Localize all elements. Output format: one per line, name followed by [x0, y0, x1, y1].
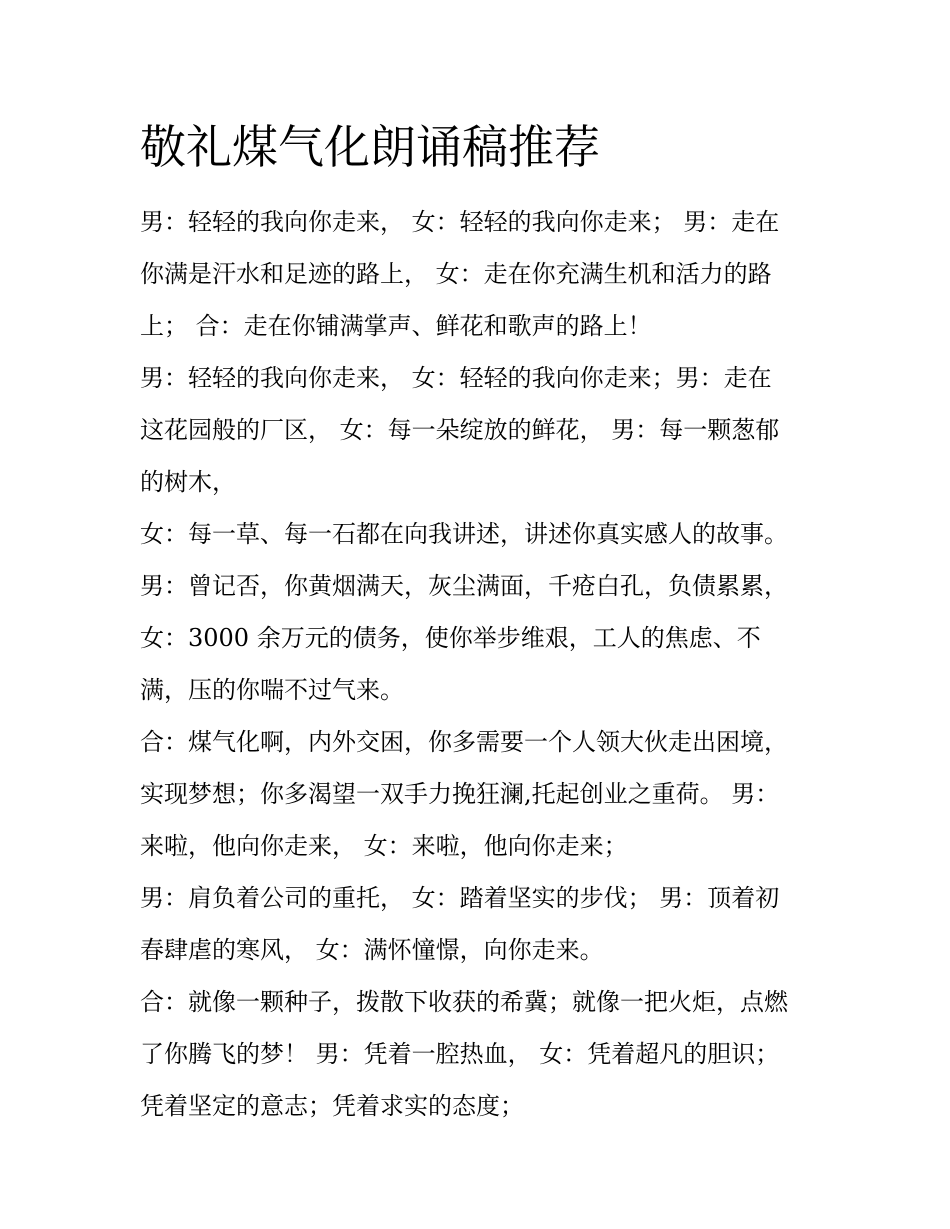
- text-line: 男：轻轻的我向你走来， 女：轻轻的我向你走来； 男：走在: [140, 208, 780, 236]
- paragraph: [140, 872, 830, 976]
- text-line: 这花园般的厂区， 女：每一朵绽放的鲜花， 男：每一颗葱郁: [140, 416, 780, 444]
- text-line: 的树木，: [140, 468, 236, 496]
- document-title: 敬礼煤气化朗诵稿推荐: [140, 120, 600, 174]
- text-line: 合：就像一颗种子，拨散下收获的希冀；就像一把火炬，点燃: [140, 988, 788, 1016]
- text-line: 凭着坚定的意志；凭着求实的态度；: [140, 1092, 524, 1120]
- text-line: 春肆虐的寒风， 女：满怀憧憬，向你走来。: [140, 936, 604, 964]
- text-line: 合：煤气化啊，内外交困，你多需要一个人领大伙走出困境，: [140, 728, 788, 756]
- paragraph: [140, 508, 830, 560]
- paragraph: [140, 352, 830, 508]
- text-line: 来啦，他向你走来， 女：来啦，他向你走来；: [140, 832, 628, 860]
- text-line: 了你腾飞的梦！ 男：凭着一腔热血， 女：凭着超凡的胆识；: [140, 1040, 780, 1068]
- text-line: 实现梦想；你多渴望一双手力挽狂澜,托起创业之重荷。 男：: [140, 780, 780, 808]
- paragraph: [140, 612, 830, 716]
- paragraph: [140, 196, 830, 352]
- paragraph: [140, 976, 830, 1132]
- text-line: 男：轻轻的我向你走来， 女：轻轻的我向你走来；男：走在: [140, 364, 772, 392]
- document-body: [140, 196, 830, 1132]
- text-line: 女：每一草、每一石都在向我讲述，讲述你真实感人的故事。: [140, 520, 788, 548]
- text-line: 上； 合：走在你铺满掌声、鲜花和歌声的路上！: [140, 312, 652, 340]
- paragraph: [140, 560, 830, 612]
- text-line: 满，压的你喘不过气来。: [140, 676, 404, 704]
- text-line: 男：肩负着公司的重托， 女：踏着坚实的步伐； 男：顶着初: [140, 884, 780, 912]
- text-line: 你满是汗水和足迹的路上， 女：走在你充满生机和活力的路: [140, 260, 772, 288]
- paragraph: [140, 716, 830, 872]
- text-line: 女：3000 余万元的债务，使你举步维艰，工人的焦虑、不: [140, 624, 761, 652]
- text-line: 男：曾记否，你黄烟满天，灰尘满面，千疮白孔，负债累累，: [140, 572, 788, 600]
